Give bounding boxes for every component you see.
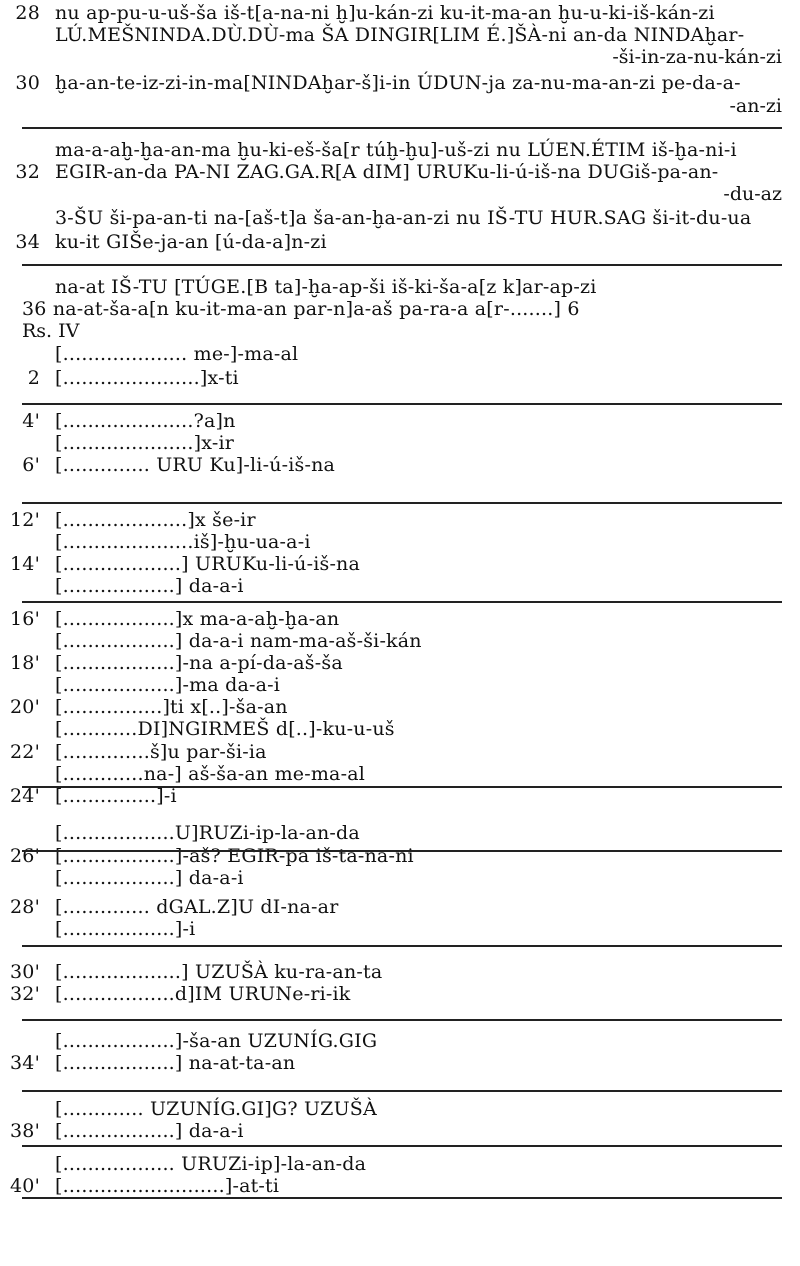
line-text: 3-ŠU ši-pa-an-ti na-[aš-t]a ša-an-ḫa-an-zi nu IŠ-TU HUR.SAG ši-it-du-ua <box>55 207 752 229</box>
line-text: [..................]x ma-a-aḫ-ḫa-an <box>55 608 340 630</box>
line-text: [.............. URU Ku]-li-ú-iš-na <box>55 454 336 476</box>
line-text: [...................] UZUŠÀ ku-ra-an-ta <box>55 961 383 983</box>
line-number: 34 <box>15 231 40 253</box>
line-text: [..................U]RUZi-ip-la-an-da <box>55 822 360 844</box>
line-text: [.....................]x-ir <box>55 432 235 454</box>
line-number: 18' <box>10 652 40 674</box>
line-32-cont: -du-az <box>723 183 782 205</box>
line-text: [............DI]NGIRMEŠ d[..]-ku-u-uš <box>55 718 395 740</box>
section-divider <box>22 850 782 852</box>
line-text: [..................]-na a-pí-da-aš-ša <box>55 652 343 674</box>
section-divider <box>22 786 782 788</box>
line-number: 32' <box>10 983 40 1005</box>
line-text: [..................] da-a-i <box>55 867 244 889</box>
reverse-column-label: Rs. IV <box>22 320 80 342</box>
line-text: [.............. dGAL.Z]U dI-na-ar <box>55 896 339 918</box>
line-number: 26' <box>10 845 40 867</box>
line-text: EGIR-an-da PA-NI ZAG.GA.R[A dIM] URUKu-li-ú-iš-na DUGiš-pa-an- <box>55 161 719 183</box>
line-text: 36 na-at-ša-a[n ku-it-ma-an par-n]a-aš pa-ra-a a[r-.......] 6 <box>22 298 580 320</box>
section-divider <box>22 1090 782 1092</box>
line-text: [..................]-i <box>55 918 196 940</box>
line-number: 16' <box>10 608 40 630</box>
line-text: ma-a-aḫ-ḫa-an-ma ḫu-ki-eš-ša[r túḫ-ḫu]-uš-zi nu LÚEN.ÉTIM iš-ḫa-ni-i <box>55 139 737 161</box>
line-number: 24' <box>10 785 40 807</box>
line-number: 20' <box>10 696 40 718</box>
section-divider <box>22 1019 782 1021</box>
line-number: 34' <box>10 1052 40 1074</box>
line-text: na-at IŠ-TU [TÚGE.[B ta]-ḫa-ap-ši iš-ki-ša-a[z k]ar-ap-zi <box>55 276 597 298</box>
line-29-cont: -ši-in-za-nu-kán-zi <box>612 46 782 68</box>
line-text: [..................] da-a-i nam-ma-aš-ši-kán <box>55 630 422 652</box>
section-divider <box>22 264 782 266</box>
line-number: 12' <box>10 509 40 531</box>
line-number: 14' <box>10 553 40 575</box>
line-number: 6' <box>22 454 40 476</box>
line-number: 28 <box>15 2 40 24</box>
line-text: [..................] da-a-i <box>55 1120 244 1142</box>
line-text: [...............]-i <box>55 785 177 807</box>
line-text: ḫa-an-te-iz-zi-in-ma[NINDAḫar-š]i-in ÚDUN-ja za-nu-ma-an-zi pe-da-a- <box>55 72 741 94</box>
line-text: [..................d]IM URUNe-ri-ik <box>55 983 351 1005</box>
line-30-cont: -an-zi <box>729 95 782 117</box>
section-divider <box>22 127 782 129</box>
line-text: [................]ti x[..]-ša-an <box>55 696 288 718</box>
line-text: [............. UZUNÍG.GI]G? UZUŠÀ <box>55 1098 377 1120</box>
line-number: 40' <box>10 1175 40 1197</box>
line-text: [.................... me-]-ma-al <box>55 343 299 365</box>
line-text: [..................]-ša-an UZUNÍG.GIG <box>55 1030 378 1052</box>
line-number: 38' <box>10 1120 40 1142</box>
line-number: 30' <box>10 961 40 983</box>
section-divider <box>22 1145 782 1147</box>
line-number: 22' <box>10 741 40 763</box>
line-text: [.....................?a]n <box>55 410 236 432</box>
line-text: [...................] URUKu-li-ú-iš-na <box>55 553 361 575</box>
section-divider <box>22 945 782 947</box>
line-text: nu ap-pu-u-uš-ša iš-t[a-na-ni ḫ]u-kán-zi ku-it-ma-an ḫu-u-ki-iš-kán-zi <box>55 2 715 24</box>
line-text: [....................]x še-ir <box>55 509 256 531</box>
line-text: ku-it GIŠe-ja-an [ú-da-a]n-zi <box>55 231 327 253</box>
line-text: [.............na-] aš-ša-an me-ma-al <box>55 763 366 785</box>
line-number: 30 <box>15 72 40 94</box>
line-text: [..................] na-at-ta-an <box>55 1052 296 1074</box>
line-number: 4' <box>22 410 40 432</box>
line-text: LÚ.MEŠNINDA.DÙ.DÙ-ma ŠA DINGIR[LIM É.]ŠÀ-ni an-da NINDAḫar- <box>55 24 745 46</box>
line-number: 28' <box>10 896 40 918</box>
line-text: [.....................iš]-ḫu-ua-a-i <box>55 531 311 553</box>
section-divider <box>22 1197 782 1199</box>
line-text: [..................] da-a-i <box>55 575 244 597</box>
line-text: [..............š]u par-ši-ia <box>55 741 267 763</box>
line-text: [.................. URUZi-ip]-la-an-da <box>55 1153 367 1175</box>
section-divider <box>22 502 782 504</box>
line-text: [..........................]-at-ti <box>55 1175 280 1197</box>
section-divider <box>22 403 782 405</box>
line-text: [..................]-aš? EGIR-pa iš-ta-na-ni <box>55 845 414 867</box>
section-divider <box>22 601 782 603</box>
line-text: [......................]x-ti <box>55 367 239 389</box>
line-number: 2 <box>27 367 40 389</box>
line-text: [..................]-ma da-a-i <box>55 674 281 696</box>
line-number: 32 <box>15 161 40 183</box>
